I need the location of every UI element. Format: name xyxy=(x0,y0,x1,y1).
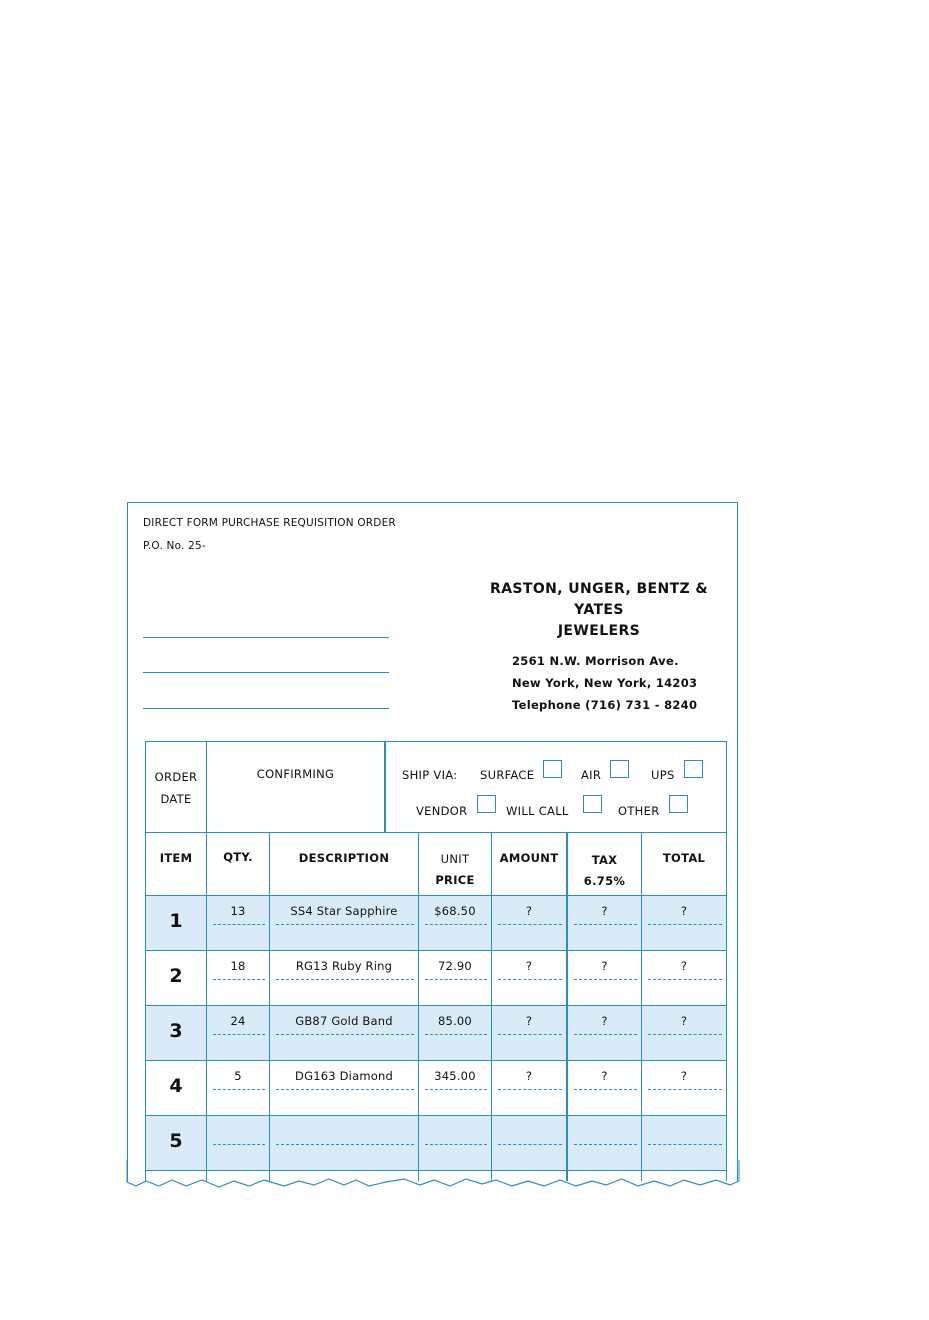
cell-unit-price[interactable]: 72.90 xyxy=(438,959,472,973)
cell-amount[interactable]: ? xyxy=(525,1069,533,1083)
cell-total[interactable]: ? xyxy=(680,1014,688,1028)
air-checkbox[interactable] xyxy=(610,760,629,778)
form-title: DIRECT FORM PURCHASE REQUISITION ORDER xyxy=(143,517,396,529)
ship-option-will-call: WILL CALL xyxy=(506,804,569,818)
confirming-label: CONFIRMING xyxy=(256,767,335,781)
dashed-entry-line xyxy=(498,924,562,925)
cell-total[interactable]: ? xyxy=(680,959,688,973)
dashed-entry-line xyxy=(574,924,637,925)
cell-tax[interactable]: ? xyxy=(601,904,608,918)
dashed-entry-line xyxy=(276,1089,414,1090)
torn-edge xyxy=(124,1160,742,1200)
dashed-entry-line xyxy=(574,1089,637,1090)
dashed-entry-line xyxy=(648,1034,722,1035)
ship-option-vendor: VENDOR xyxy=(416,804,468,818)
dashed-entry-line xyxy=(213,979,265,980)
dashed-entry-line xyxy=(425,1034,487,1035)
item-number: 3 xyxy=(169,1020,183,1042)
cell-description[interactable]: DG163 Diamond xyxy=(295,1069,393,1083)
cell-total[interactable]: ? xyxy=(680,1069,688,1083)
order-date-label xyxy=(147,766,205,810)
header-tax-line2: 6.75% xyxy=(583,874,626,888)
cell-description[interactable]: RG13 Ruby Ring xyxy=(295,959,393,973)
cell-qty[interactable]: 5 xyxy=(234,1069,242,1083)
dashed-entry-line xyxy=(498,1144,562,1145)
ship-option-ups: UPS xyxy=(651,768,675,782)
header-unit-line2: PRICE xyxy=(435,873,475,887)
header-unit-line1: UNIT xyxy=(440,852,470,866)
blank-line-3[interactable] xyxy=(143,708,389,709)
item-number: 5 xyxy=(169,1130,183,1152)
dashed-entry-line xyxy=(213,924,265,925)
dashed-entry-line xyxy=(648,979,722,980)
dashed-entry-line xyxy=(498,1034,562,1035)
ship-option-other: OTHER xyxy=(618,804,660,818)
header-amount: AMOUNT xyxy=(499,851,559,865)
blank-line-2[interactable] xyxy=(143,672,389,673)
item-number: 2 xyxy=(169,965,183,987)
dashed-entry-line xyxy=(648,924,722,925)
dashed-entry-line xyxy=(213,1034,265,1035)
blank-line-1[interactable] xyxy=(143,637,389,638)
dashed-entry-line xyxy=(648,1089,722,1090)
vendor-checkbox[interactable] xyxy=(477,795,496,813)
order-label-line1: ORDER xyxy=(154,770,198,784)
cell-qty[interactable]: 13 xyxy=(230,904,246,918)
cell-qty[interactable]: 24 xyxy=(230,1014,246,1028)
cell-amount[interactable]: ? xyxy=(525,1014,533,1028)
dashed-entry-line xyxy=(276,1034,414,1035)
dashed-entry-line xyxy=(276,979,414,980)
po-number: P.O. No. 25- xyxy=(143,540,206,552)
dashed-entry-line xyxy=(276,924,414,925)
cell-amount[interactable]: ? xyxy=(525,904,533,918)
dashed-entry-line xyxy=(213,1089,265,1090)
order-label-line2: DATE xyxy=(160,792,192,806)
ship-option-air: AIR xyxy=(581,768,602,782)
cell-total[interactable]: ? xyxy=(680,904,688,918)
cell-unit-price[interactable]: $68.50 xyxy=(434,904,476,918)
cell-unit-price[interactable]: 85.00 xyxy=(438,1014,472,1028)
dashed-entry-line xyxy=(648,1144,722,1145)
header-item: ITEM xyxy=(159,851,193,865)
other-checkbox[interactable] xyxy=(669,795,688,813)
cell-unit-price[interactable]: 345.00 xyxy=(434,1069,476,1083)
company-address: 2561 N.W. Morrison Ave. xyxy=(512,654,679,668)
cell-tax[interactable]: ? xyxy=(601,1069,608,1083)
header-qty: QTY. xyxy=(223,850,253,864)
cell-amount[interactable]: ? xyxy=(525,959,533,973)
dashed-entry-line xyxy=(574,1034,637,1035)
header-unit-price xyxy=(419,849,491,891)
dashed-entry-line xyxy=(498,979,562,980)
company-phone: Telephone (716) 731 - 8240 xyxy=(512,698,698,712)
header-tax xyxy=(568,850,641,892)
cell-description[interactable]: SS4 Star Sapphire xyxy=(290,904,398,918)
item-number: 1 xyxy=(169,910,183,932)
cell-description[interactable]: GB87 Gold Band xyxy=(295,1014,393,1028)
company-city: New York, New York, 14203 xyxy=(512,676,698,690)
surface-checkbox[interactable] xyxy=(543,760,562,778)
order-table xyxy=(145,741,727,1181)
cell-tax[interactable]: ? xyxy=(601,1014,608,1028)
dashed-entry-line xyxy=(276,1144,414,1145)
will-call-checkbox[interactable] xyxy=(583,795,602,813)
item-number: 4 xyxy=(169,1075,183,1097)
dashed-entry-line xyxy=(213,1144,265,1145)
dashed-entry-line xyxy=(425,1144,487,1145)
cell-qty[interactable]: 18 xyxy=(230,959,246,973)
purchase-order-form xyxy=(127,502,738,1188)
dashed-entry-line xyxy=(425,979,487,980)
header-tax-line1: TAX xyxy=(591,853,618,867)
ship-option-surface: SURFACE xyxy=(480,768,535,782)
dashed-entry-line xyxy=(574,1144,637,1145)
ups-checkbox[interactable] xyxy=(684,760,703,778)
dashed-entry-line xyxy=(498,1089,562,1090)
company-name-line1: RASTON, UNGER, BENTZ & YATES xyxy=(490,581,708,618)
company-name xyxy=(464,579,734,642)
cell-tax[interactable]: ? xyxy=(601,959,608,973)
header-description: DESCRIPTION xyxy=(298,851,390,865)
dashed-entry-line xyxy=(425,924,487,925)
dashed-entry-line xyxy=(425,1089,487,1090)
dashed-entry-line xyxy=(574,979,637,980)
ship-via-label: SHIP VIA: xyxy=(402,768,458,782)
company-name-line2: JEWELERS xyxy=(557,623,641,639)
header-total: TOTAL xyxy=(662,851,706,865)
